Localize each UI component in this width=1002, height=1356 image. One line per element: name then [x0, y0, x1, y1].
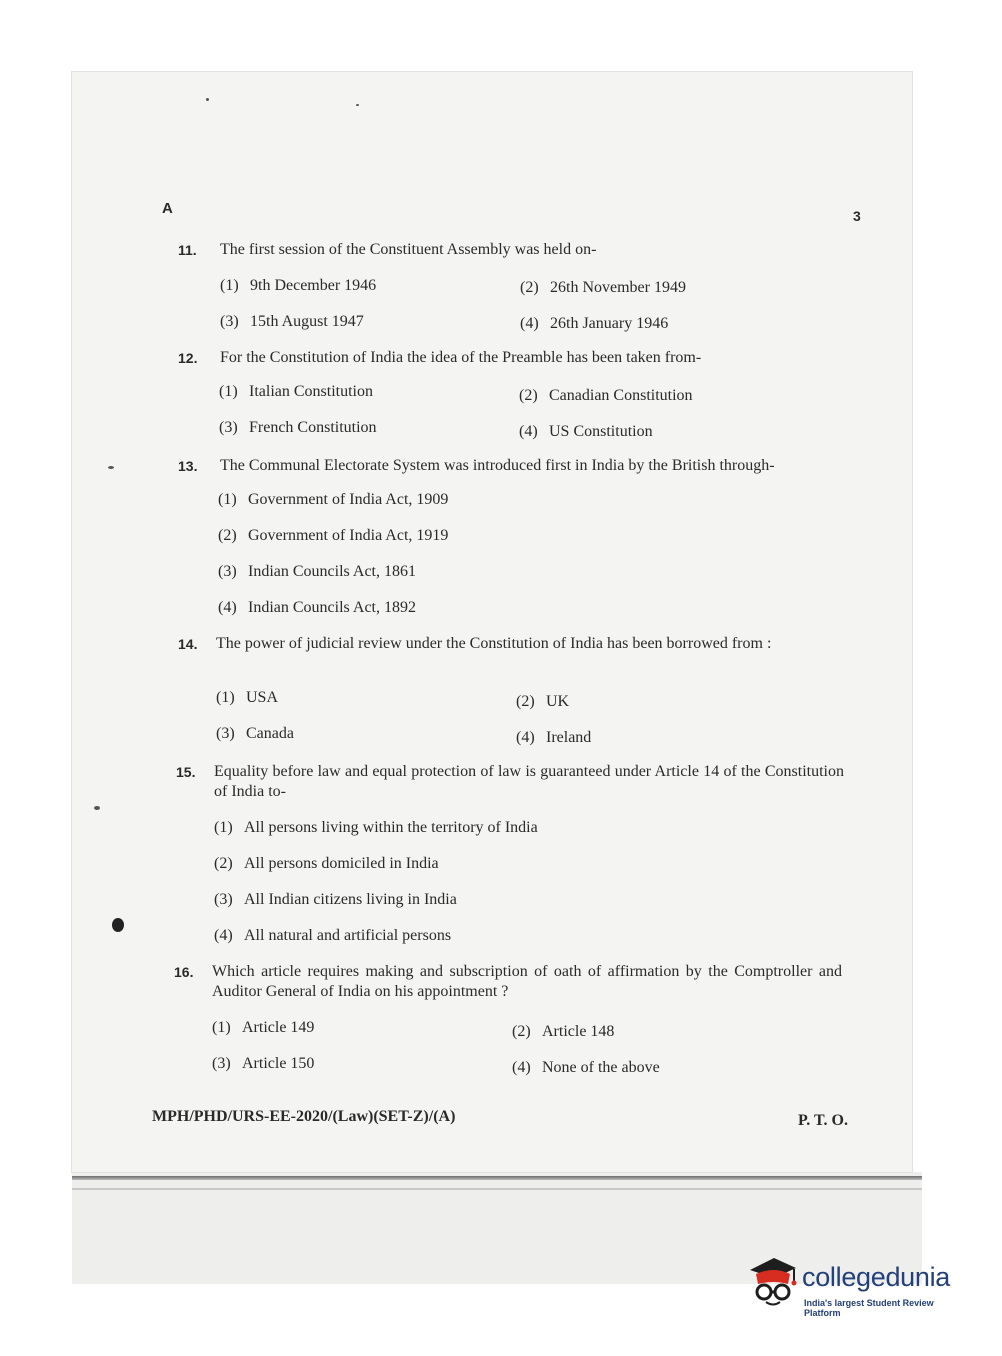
option-number: (4) — [214, 927, 233, 944]
option-text: Government of India Act, 1909 — [248, 491, 449, 508]
option-text: Government of India Act, 1919 — [248, 527, 449, 544]
option-number: (1) — [218, 491, 237, 508]
option-13-2 — [218, 526, 448, 546]
option-15-1 — [214, 818, 538, 838]
option-text: Indian Councils Act, 1892 — [248, 599, 416, 616]
option-13-4 — [218, 598, 416, 618]
scan-speck — [356, 104, 359, 106]
option-text: 9th December 1946 — [250, 277, 377, 294]
pto-label: P. T. O. — [798, 1112, 848, 1129]
option-number: (1) — [219, 383, 238, 400]
option-number: (3) — [216, 725, 235, 742]
question-number: 13. — [178, 458, 198, 474]
option-text: All natural and artificial persons — [244, 927, 452, 944]
option-text: All persons living within the territory of India — [244, 819, 538, 836]
option-12-3 — [219, 418, 377, 438]
option-number: (4) — [520, 315, 539, 332]
question-number: 12. — [178, 350, 198, 366]
option-number: (3) — [212, 1055, 231, 1072]
option-number: (1) — [216, 689, 235, 706]
option-14-2 — [516, 692, 569, 712]
question-number: 11. — [178, 242, 197, 258]
option-text: Ireland — [546, 729, 592, 746]
option-text: Article 149 — [242, 1019, 315, 1036]
option-number: (3) — [218, 563, 237, 580]
page-number: 3 — [853, 208, 861, 224]
option-12-4 — [519, 422, 653, 442]
question-text: Which article requires making and subscription of oath of affirmation by the Comptroller and Auditor General of India on his appointment ? — [212, 963, 842, 1000]
mascot-icon — [744, 1252, 800, 1308]
collegedunia-logo — [740, 1248, 972, 1318]
option-text: All persons domiciled in India — [244, 855, 439, 872]
option-number: (2) — [214, 855, 233, 872]
option-number: (2) — [519, 387, 538, 404]
option-16-1 — [212, 1018, 314, 1038]
question-number: 16. — [174, 964, 194, 980]
option-11-1 — [220, 276, 376, 296]
question-number: 15. — [176, 764, 196, 780]
option-16-4 — [512, 1058, 660, 1078]
scan-speck — [112, 918, 124, 932]
option-15-2 — [214, 854, 439, 874]
option-15-4 — [214, 926, 451, 946]
option-text: French Constitution — [249, 419, 377, 436]
option-number: (1) — [220, 277, 239, 294]
option-14-4 — [516, 728, 591, 748]
option-number: (2) — [218, 527, 237, 544]
option-text: Canadian Constitution — [549, 387, 693, 404]
scan-speck — [108, 466, 114, 469]
option-text: Italian Constitution — [249, 383, 373, 400]
option-number: (4) — [516, 729, 535, 746]
option-number: (2) — [512, 1023, 531, 1040]
option-16-3 — [212, 1054, 314, 1074]
option-text: None of the above — [542, 1059, 660, 1076]
option-number: (3) — [220, 313, 239, 330]
option-13-3 — [218, 562, 416, 582]
option-text: 26th November 1949 — [550, 279, 686, 296]
option-11-4 — [520, 314, 668, 334]
question-text: The Communal Electorate System was introduced first in India by the British through- — [220, 457, 775, 474]
option-text: Article 150 — [242, 1055, 315, 1072]
option-text: Canada — [246, 725, 294, 742]
question-text: Equality before law and equal protection of law is guaranteed under Article 14 of the Constitution of India to- — [214, 763, 844, 800]
scan-speck — [206, 98, 209, 101]
option-11-2 — [520, 278, 686, 298]
option-number: (2) — [520, 279, 539, 296]
option-text: 15th August 1947 — [250, 313, 364, 330]
option-16-2 — [512, 1022, 614, 1042]
page-bottom-edge-2 — [72, 1188, 922, 1190]
option-number: (1) — [212, 1019, 231, 1036]
option-number: (4) — [519, 423, 538, 440]
option-number: (2) — [516, 693, 535, 710]
page-bottom-edge — [72, 1176, 922, 1180]
option-text: All Indian citizens living in India — [244, 891, 457, 908]
option-12-1 — [219, 382, 373, 402]
option-11-3 — [220, 312, 364, 332]
option-text: USA — [246, 689, 279, 706]
option-14-1 — [216, 688, 278, 708]
question-number: 14. — [178, 636, 198, 652]
set-letter: A — [162, 200, 173, 217]
option-number: (4) — [512, 1059, 531, 1076]
logo-wordmark: collegedunia — [802, 1262, 951, 1292]
option-number: (3) — [214, 891, 233, 908]
scan-speck — [94, 806, 100, 810]
option-number: (3) — [219, 419, 238, 436]
question-text: The power of judicial review under the Constitution of India has been borrowed from : — [216, 635, 772, 652]
option-number: (4) — [218, 599, 237, 616]
option-text: Article 148 — [542, 1023, 615, 1040]
option-text: US Constitution — [549, 423, 653, 440]
option-text: UK — [546, 693, 570, 710]
option-15-3 — [214, 890, 457, 910]
option-text: Indian Councils Act, 1861 — [248, 563, 416, 580]
logo-tagline: India's largest Student Review Platform — [804, 1298, 934, 1318]
paper-code: MPH/PHD/URS-EE-2020/(Law)(SET-Z)/(A) — [152, 1108, 456, 1125]
option-14-3 — [216, 724, 294, 744]
option-number: (1) — [214, 819, 233, 836]
option-13-1 — [218, 490, 448, 510]
option-text: 26th January 1946 — [550, 315, 669, 332]
question-text: The first session of the Constituent Assembly was held on- — [220, 241, 597, 258]
exam-page — [72, 72, 912, 1172]
question-text: For the Constitution of India the idea of the Preamble has been taken from- — [220, 349, 702, 366]
option-12-2 — [519, 386, 693, 406]
